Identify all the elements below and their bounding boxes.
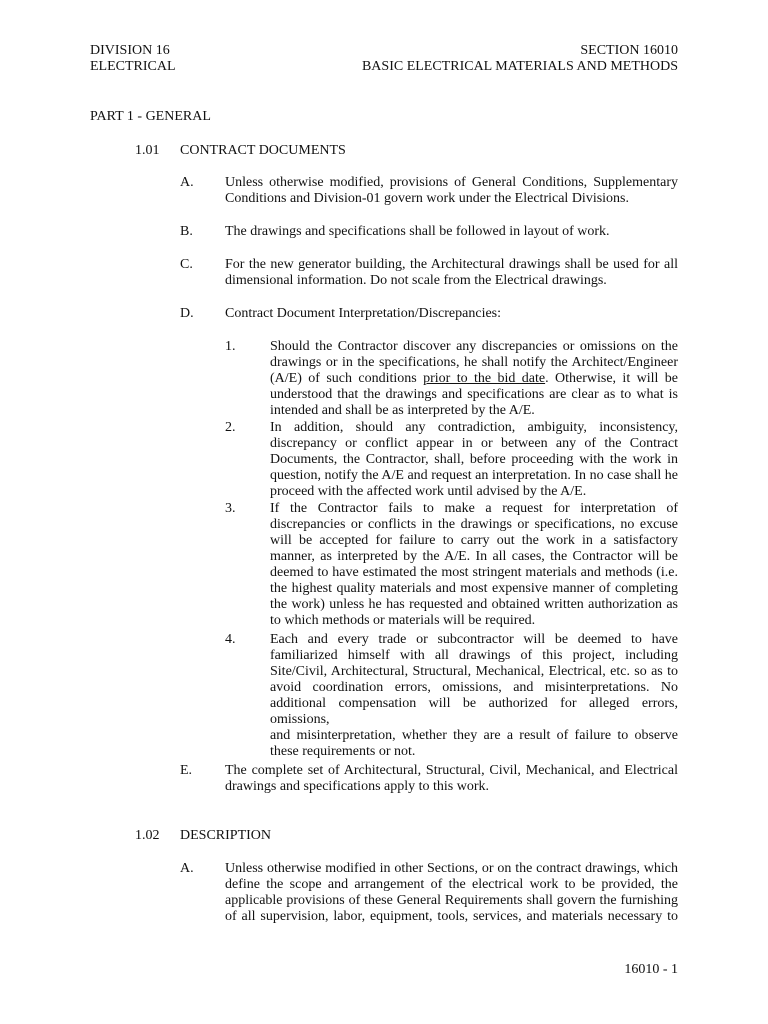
text-line: Unless otherwise modified in other Sections, or on the contract drawings, which [225,861,678,876]
para-d-label: D. [180,306,194,321]
text-line: Site/Civil, Architectural, Structural, Mechanical, Electrical, etc. so as to [270,664,678,679]
text-line: define the scope and arrangement of the electrical work to be provided, the [225,877,678,892]
item-2-text [270,420,678,500]
text-line: these requirements or not. [270,744,416,759]
section-number: SECTION 16010 [580,43,678,58]
para-c-label: C. [180,257,193,272]
text-line: applicable provisions of these General Requirements shall govern the furnishing [225,893,678,908]
text-line: drawings and specifications apply to this work. [225,779,490,794]
text-line: question, notify the A/E and request an interpretation. In no case shall he [270,468,678,483]
part-title: PART 1 - GENERAL [90,109,211,124]
para-1-02-a-text [225,861,678,925]
text-line: the work) unless he has requested and obtained written authorization as [270,597,678,612]
text-line: deemed to have estimated the most stringent materials and methods (i.e. [270,565,678,580]
section-title: BASIC ELECTRICAL MATERIALS AND METHODS [361,59,678,74]
underlined-text: prior to the bid date [423,371,546,386]
text-line: Should the Contractor discover any discrepancies or omissions on the [270,339,678,354]
page-number: 16010 - 1 [624,962,678,977]
item-1-number: 1. [225,339,236,354]
text-segment: (A/E) of such conditions [270,371,424,386]
item-1-text [270,339,678,419]
text-line: avoid coordination errors, omissions, and misinterpretations. No [270,680,678,695]
para-a-label: A. [180,175,194,190]
para-1-02-a-label: A. [180,861,194,876]
division-label: DIVISION 16 [90,43,170,58]
text-line: the highest quality materials and most expensive manner of completing [270,581,678,596]
section-1-01-title: CONTRACT DOCUMENTS [180,143,346,158]
text-line: additional compensation will be authorized for alleged errors, omissions, [270,696,678,727]
item-4-number: 4. [225,632,236,647]
text-line: and misinterpretation, whether they are a result of failure to observe [270,728,678,743]
text-line: will be accepted for failure to carry out the work in a satisfactory [270,533,678,548]
text-line: discrepancies or conflicts in the drawings or specifications, no excuse [270,517,678,532]
text-line: proceed with the affected work until advised by the A/E. [270,484,587,499]
item-3-number: 3. [225,501,236,516]
section-1-02-number: 1.02 [135,828,160,843]
text-line: drawings or in the specifications, he shall notify the Architect/Engineer [270,355,678,370]
text-line: Conditions and Division-01 govern work under the Electrical Divisions. [225,191,629,206]
text-line: to which methods or materials will be required. [270,613,536,628]
item-3-text [270,501,678,629]
item-4-text [270,632,678,760]
text-segment: . Otherwise, it will be [545,371,678,386]
text-line: For the new generator building, the Architectural drawings shall be used for all [225,257,678,272]
para-a-text [225,175,678,207]
para-e-text [225,763,678,795]
para-b-label: B. [180,224,193,239]
para-d-text [225,306,678,322]
text-line: Documents, the Contractor, shall, before proceeding with the work in [270,452,678,467]
text-line: If the Contractor fails to make a request for interpretation of [270,501,678,516]
section-1-02-title: DESCRIPTION [180,828,272,843]
text-line: The drawings and specifications shall be followed in layout of work. [225,224,610,239]
para-b-text [225,224,678,240]
page-header-right [362,43,678,75]
text-line: manner, as interpreted by the A/E. In all cases, the Contractor will be [270,549,678,564]
text-line [270,371,678,387]
item-2-number: 2. [225,420,236,435]
text-line: discrepancy or conflict appear in or between any of the Contract [270,436,678,451]
text-line: Unless otherwise modified, provisions of General Conditions, Supplementary [225,175,678,190]
text-line: of all supervision, labor, equipment, tools, services, and materials necessary to [225,909,678,924]
text-line: In addition, should any contradiction, ambiguity, inconsistency, [270,420,678,435]
para-e-label: E. [180,763,193,778]
text-line: familiarized himself with all drawings of this project, including [270,648,678,663]
para-c-text [225,257,678,289]
text-line: dimensional information. Do not scale from the Electrical drawings. [225,273,607,288]
section-1-01-number: 1.01 [135,143,160,158]
text-line: understood that the drawings and specifications are clear as to what is [270,387,678,402]
text-line: Contract Document Interpretation/Discrepancies: [225,306,502,321]
text-line: The complete set of Architectural, Structural, Civil, Mechanical, and Electrical [225,763,678,778]
text-line: intended and shall be as interpreted by the A/E. [270,403,535,418]
page-header-left [90,43,176,75]
discipline-label: ELECTRICAL [90,59,176,74]
text-line: Each and every trade or subcontractor will be deemed to have [270,632,678,647]
